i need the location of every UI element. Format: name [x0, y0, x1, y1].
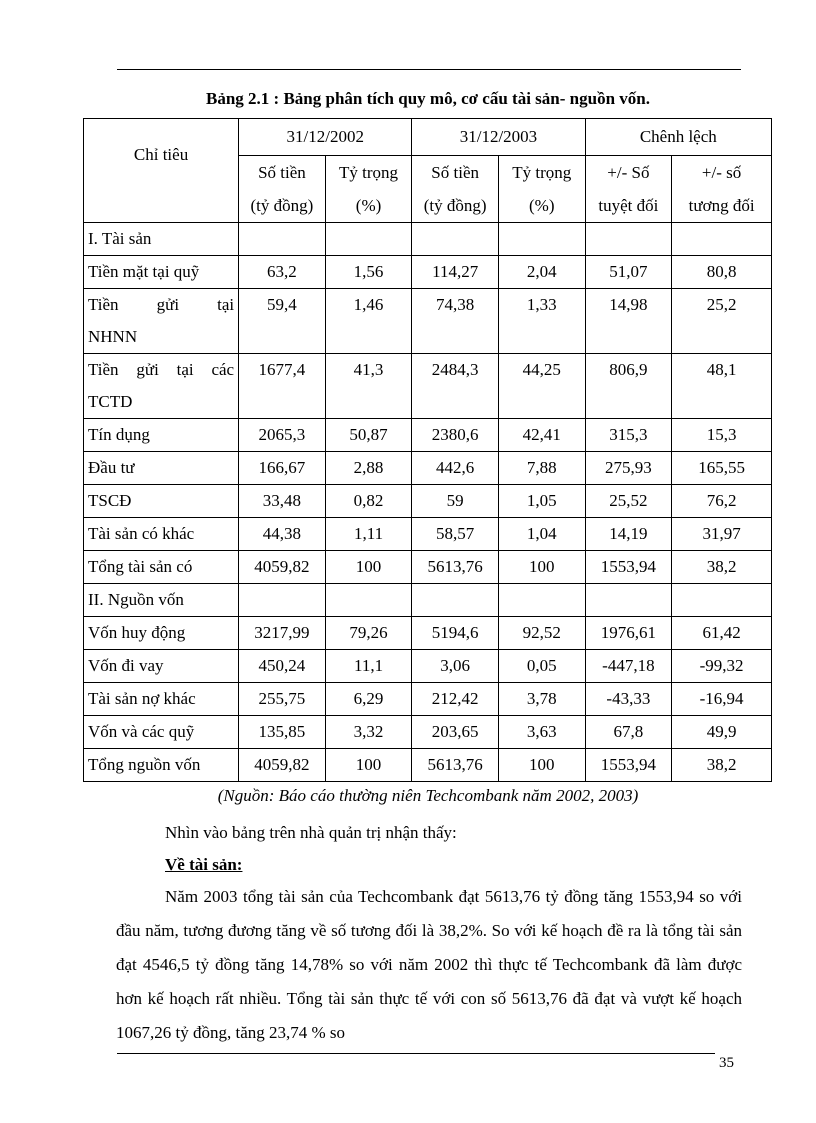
cell-absolute-diff: 51,07	[585, 256, 672, 289]
cell-ratio-2003: 7,88	[498, 452, 585, 485]
cell-absolute-diff: -43,33	[585, 683, 672, 716]
row-label: Vốn đi vay	[84, 650, 239, 683]
cell-ratio-2002: 11,1	[325, 650, 412, 683]
cell-relative-diff	[672, 223, 772, 256]
cell-relative-diff: 38,2	[672, 551, 772, 584]
body-paragraph: Năm 2003 tổng tài sản của Techcombank đạt 5613,76 tỷ đồng tăng 1553,94 so với đầu năm, tương đương tăng về số tương đối là 38,2%. So với kế hoạch đề ra là tổng tài sản đạt 4546,5 tỷ đồng tăng 14,78% so với năm 2002 thì thực tế Techcombank đã làm được hơn kế hoạch rất nhiều. Tổng tài sản thực tế với con số 5613,76 đã đạt và vượt kế hoạch 1067,26 tỷ đồng, tăng 23,74 % so	[116, 887, 742, 1042]
cell-amount-2003: 58,57	[412, 518, 499, 551]
cell-absolute-diff: 1976,61	[585, 617, 672, 650]
row-label: Đầu tư	[84, 452, 239, 485]
cell-amount-2002: 33,48	[239, 485, 326, 518]
cell-relative-diff: 15,3	[672, 419, 772, 452]
table-row	[84, 683, 772, 716]
cell-ratio-2003: 100	[498, 551, 585, 584]
table-row	[84, 223, 772, 256]
table-caption: Bảng 2.1 : Bảng phân tích quy mô, cơ cấu tài sản- nguồn vốn.	[206, 89, 650, 108]
row-label: Tín dụng	[84, 419, 239, 452]
header-ratio-2003: Tỷ trọng (%)	[498, 156, 585, 223]
row-label: Tài sản nợ khác	[84, 683, 239, 716]
header-amount-2002: Số tiền (tỷ đồng)	[239, 156, 326, 223]
cell-ratio-2003: 3,78	[498, 683, 585, 716]
table-row	[84, 256, 772, 289]
table-row	[84, 551, 772, 584]
cell-amount-2002: 135,85	[239, 716, 326, 749]
asset-capital-table	[83, 118, 772, 782]
cell-relative-diff: -16,94	[672, 683, 772, 716]
cell-ratio-2002: 41,3	[325, 354, 412, 419]
cell-ratio-2002: 3,32	[325, 716, 412, 749]
cell-ratio-2002: 79,26	[325, 617, 412, 650]
cell-amount-2002: 44,38	[239, 518, 326, 551]
cell-ratio-2002: 100	[325, 551, 412, 584]
cell-relative-diff: 165,55	[672, 452, 772, 485]
row-label: Tiền mặt tại quỹ	[84, 256, 239, 289]
cell-ratio-2003: 44,25	[498, 354, 585, 419]
header-relative-diff: +/- số tương đối	[672, 156, 772, 223]
row-label: Tài sản có khác	[84, 518, 239, 551]
cell-amount-2003: 3,06	[412, 650, 499, 683]
cell-amount-2003: 114,27	[412, 256, 499, 289]
page-number: 35	[719, 1055, 734, 1071]
cell-amount-2002: 1677,4	[239, 354, 326, 419]
cell-relative-diff: 48,1	[672, 354, 772, 419]
cell-ratio-2003: 100	[498, 749, 585, 782]
cell-relative-diff: 76,2	[672, 485, 772, 518]
cell-absolute-diff: 14,19	[585, 518, 672, 551]
table-row	[84, 452, 772, 485]
table-row	[84, 716, 772, 749]
cell-amount-2002: 450,24	[239, 650, 326, 683]
row-label: Vốn và các quỹ	[84, 716, 239, 749]
cell-amount-2002: 63,2	[239, 256, 326, 289]
cell-absolute-diff: 14,98	[585, 289, 672, 354]
cell-relative-diff: -99,32	[672, 650, 772, 683]
cell-amount-2002: 166,67	[239, 452, 326, 485]
cell-absolute-diff: 67,8	[585, 716, 672, 749]
intro-sentence: Nhìn vào bảng trên nhà quản trị nhận thấy:	[165, 823, 457, 842]
cell-amount-2002: 255,75	[239, 683, 326, 716]
row-label: I. Tài sản	[84, 223, 239, 256]
cell-amount-2002: 3217,99	[239, 617, 326, 650]
cell-amount-2003: 212,42	[412, 683, 499, 716]
cell-ratio-2002: 1,46	[325, 289, 412, 354]
cell-relative-diff: 49,9	[672, 716, 772, 749]
header-ratio-2002: Tỷ trọng (%)	[325, 156, 412, 223]
cell-absolute-diff: 1553,94	[585, 551, 672, 584]
cell-ratio-2002: 6,29	[325, 683, 412, 716]
cell-absolute-diff	[585, 223, 672, 256]
footer-rule	[117, 1053, 715, 1054]
cell-ratio-2003: 42,41	[498, 419, 585, 452]
cell-relative-diff: 80,8	[672, 256, 772, 289]
cell-ratio-2002: 0,82	[325, 485, 412, 518]
header-amount-2003: Số tiền (tỷ đồng)	[412, 156, 499, 223]
cell-absolute-diff: 25,52	[585, 485, 672, 518]
cell-relative-diff: 25,2	[672, 289, 772, 354]
cell-absolute-diff: 275,93	[585, 452, 672, 485]
cell-ratio-2003: 1,05	[498, 485, 585, 518]
header-difference: Chênh lệch	[585, 119, 771, 156]
table-row	[84, 289, 772, 354]
row-label: Tiền gửi tại các TCTD	[84, 354, 239, 419]
cell-ratio-2002: 50,87	[325, 419, 412, 452]
cell-ratio-2003: 1,33	[498, 289, 585, 354]
cell-ratio-2003	[498, 584, 585, 617]
header-2002: 31/12/2002	[239, 119, 412, 156]
cell-absolute-diff: 1553,94	[585, 749, 672, 782]
cell-ratio-2003: 2,04	[498, 256, 585, 289]
cell-absolute-diff	[585, 584, 672, 617]
table-row	[84, 584, 772, 617]
table-row	[84, 485, 772, 518]
cell-amount-2003: 2380,6	[412, 419, 499, 452]
cell-absolute-diff: 315,3	[585, 419, 672, 452]
cell-amount-2002: 4059,82	[239, 551, 326, 584]
cell-amount-2003	[412, 223, 499, 256]
table-source-note: (Nguồn: Báo cáo thường niên Techcombank năm 2002, 2003)	[217, 786, 639, 805]
cell-amount-2003: 5613,76	[412, 749, 499, 782]
cell-ratio-2002	[325, 223, 412, 256]
row-label: Vốn huy động	[84, 617, 239, 650]
cell-amount-2003: 2484,3	[412, 354, 499, 419]
table-row	[84, 518, 772, 551]
cell-relative-diff: 31,97	[672, 518, 772, 551]
row-label: TSCĐ	[84, 485, 239, 518]
cell-amount-2003: 203,65	[412, 716, 499, 749]
cell-ratio-2003: 92,52	[498, 617, 585, 650]
table-row	[84, 354, 772, 419]
cell-amount-2002	[239, 584, 326, 617]
cell-ratio-2003: 1,04	[498, 518, 585, 551]
cell-absolute-diff: 806,9	[585, 354, 672, 419]
table-row	[84, 650, 772, 683]
cell-ratio-2002: 1,11	[325, 518, 412, 551]
cell-ratio-2002: 1,56	[325, 256, 412, 289]
cell-amount-2002: 4059,82	[239, 749, 326, 782]
cell-amount-2003	[412, 584, 499, 617]
cell-ratio-2003: 0,05	[498, 650, 585, 683]
cell-amount-2003: 5613,76	[412, 551, 499, 584]
cell-relative-diff: 38,2	[672, 749, 772, 782]
header-indicator: Chỉ tiêu	[84, 119, 239, 223]
table-row	[84, 419, 772, 452]
cell-amount-2003: 59	[412, 485, 499, 518]
table-header-row-1	[84, 119, 772, 156]
cell-ratio-2002: 100	[325, 749, 412, 782]
cell-ratio-2002	[325, 584, 412, 617]
cell-ratio-2003	[498, 223, 585, 256]
cell-amount-2002	[239, 223, 326, 256]
row-label: Tổng tài sản có	[84, 551, 239, 584]
header-rule	[117, 69, 741, 70]
cell-ratio-2003: 3,63	[498, 716, 585, 749]
row-label: Tổng nguồn vốn	[84, 749, 239, 782]
header-absolute-diff: +/- Số tuyệt đối	[585, 156, 672, 223]
section-heading: Về tài sản:	[165, 855, 243, 874]
header-2003: 31/12/2003	[412, 119, 585, 156]
row-label: II. Nguồn vốn	[84, 584, 239, 617]
cell-ratio-2002: 2,88	[325, 452, 412, 485]
cell-amount-2003: 74,38	[412, 289, 499, 354]
table-row	[84, 617, 772, 650]
row-label: Tiền gửi tại NHNN	[84, 289, 239, 354]
cell-relative-diff	[672, 584, 772, 617]
cell-amount-2003: 442,6	[412, 452, 499, 485]
cell-amount-2003: 5194,6	[412, 617, 499, 650]
cell-amount-2002: 2065,3	[239, 419, 326, 452]
cell-amount-2002: 59,4	[239, 289, 326, 354]
cell-absolute-diff: -447,18	[585, 650, 672, 683]
cell-relative-diff: 61,42	[672, 617, 772, 650]
table-row	[84, 749, 772, 782]
